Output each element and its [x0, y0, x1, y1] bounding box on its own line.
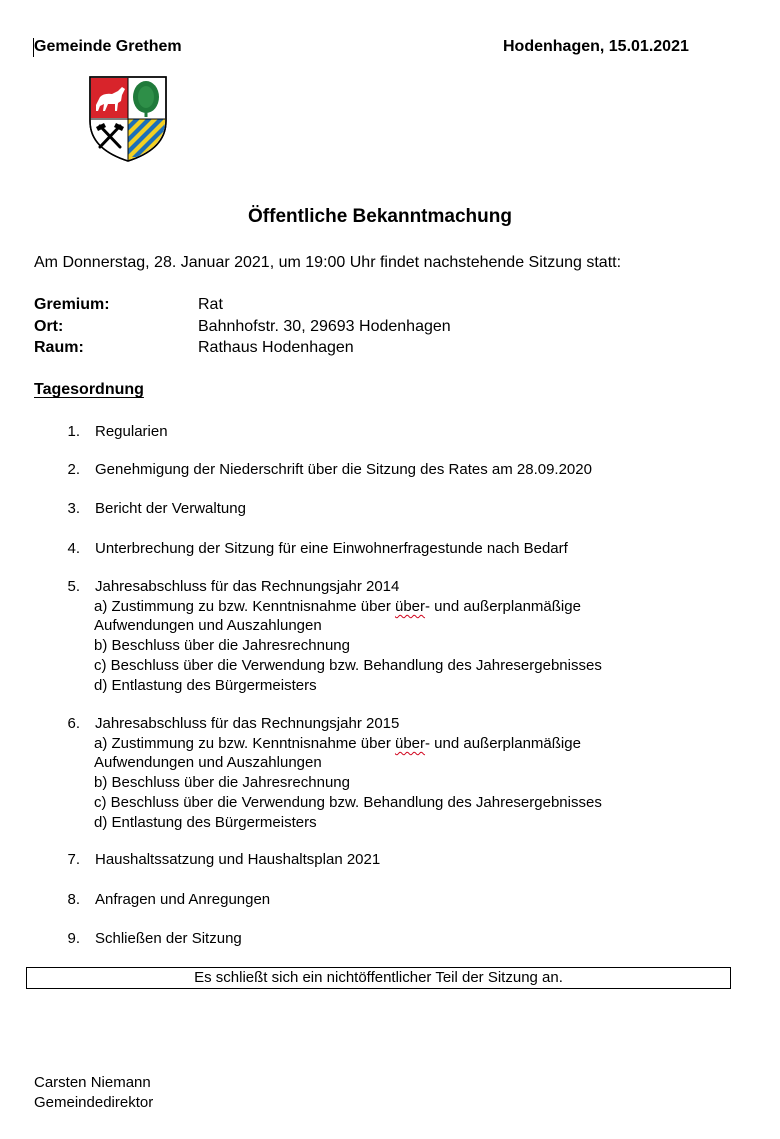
agenda-item-5: Jahresabschluss für das Rechnungsjahr 2014	[95, 578, 400, 595]
agenda-number-8: 8.	[67, 891, 80, 908]
agenda-number-3: 3.	[67, 500, 80, 517]
info-value-ort: Bahnhofstr. 30, 29693 Hodenhagen	[198, 318, 451, 335]
agenda-item-5-sub-c: c) Beschluss über die Verwendung bzw. Behandlung des Jahresergebnisses	[94, 657, 602, 674]
agenda-item-5-sub-a-cont: Aufwendungen und Auszahlungen	[94, 617, 322, 634]
agenda-item-6-sub-c: c) Beschluss über die Verwendung bzw. Behandlung des Jahresergebnisses	[94, 794, 602, 811]
agenda-item-4: Unterbrechung der Sitzung für eine Einwohnerfragestunde nach Bedarf	[95, 540, 568, 557]
coat-of-arms-icon	[88, 75, 168, 163]
intro-text: Am Donnerstag, 28. Januar 2021, um 19:00 Uhr findet nachstehende Sitzung statt:	[34, 254, 622, 271]
municipality-label: Gemeinde Grethem	[34, 38, 182, 55]
agenda-item-1: Regularien	[95, 423, 168, 440]
agenda-heading: Tagesordnung	[34, 381, 144, 398]
agenda-item-6: Jahresabschluss für das Rechnungsjahr 2015	[95, 715, 400, 732]
agenda-item-8: Anfragen und Anregungen	[95, 891, 271, 908]
agenda-item-3: Bericht der Verwaltung	[95, 500, 246, 517]
info-value-raum: Rathaus Hodenhagen	[198, 339, 354, 356]
agenda-number-1: 1.	[67, 423, 80, 440]
info-value-gremium: Rat	[198, 296, 223, 313]
info-label-ort: Ort:	[34, 318, 64, 335]
agenda-item-5-sub-a	[94, 598, 581, 615]
non-public-notice-box	[26, 967, 731, 989]
non-public-notice-text: Es schließt sich ein nichtöffentlicher Teil der Sitzung an.	[194, 969, 563, 986]
agenda-item-6-sub-a-cont: Aufwendungen und Auszahlungen	[94, 754, 322, 771]
municipality-name	[34, 38, 182, 56]
info-label-gremium: Gremium:	[34, 296, 110, 313]
document-title: Öffentliche Bekanntmachung	[248, 206, 512, 227]
agenda-item-6-sub-d: d) Entlastung des Bürgermeisters	[94, 814, 317, 831]
agenda-item-5-sub-b: b) Beschluss über die Jahresrechnung	[94, 637, 350, 654]
agenda-number-4: 4.	[67, 540, 80, 557]
spellcheck-word: über	[394, 735, 426, 752]
sub-a-pre: a) Zustimmung zu bzw. Kenntnisnahme über	[94, 598, 395, 615]
agenda-item-5-sub-d: d) Entlastung des Bürgermeisters	[94, 677, 317, 694]
agenda-number-5: 5.	[67, 578, 80, 595]
spellcheck-word: über	[394, 598, 426, 615]
agenda-item-7: Haushaltssatzung und Haushaltsplan 2021	[95, 851, 381, 868]
info-label-raum: Raum:	[34, 339, 84, 356]
sub-a-pre: a) Zustimmung zu bzw. Kenntnisnahme über	[94, 735, 395, 752]
agenda-item-6-sub-b: b) Beschluss über die Jahresrechnung	[94, 774, 350, 791]
signature-name: Carsten Niemann	[34, 1074, 151, 1091]
signature-role: Gemeindedirektor	[34, 1094, 154, 1111]
agenda-number-2: 2.	[67, 461, 80, 478]
agenda-number-6: 6.	[67, 715, 80, 732]
agenda-number-7: 7.	[67, 851, 80, 868]
sub-a-post: - und außerplanmäßige	[425, 735, 581, 752]
sub-a-post: - und außerplanmäßige	[425, 598, 581, 615]
agenda-item-9: Schließen der Sitzung	[95, 930, 242, 947]
agenda-item-6-sub-a	[94, 735, 581, 752]
agenda-number-9: 9.	[67, 930, 80, 947]
place-date: Hodenhagen, 15.01.2021	[503, 38, 689, 55]
agenda-item-2: Genehmigung der Niederschrift über die Sitzung des Rates am 28.09.2020	[95, 461, 592, 478]
